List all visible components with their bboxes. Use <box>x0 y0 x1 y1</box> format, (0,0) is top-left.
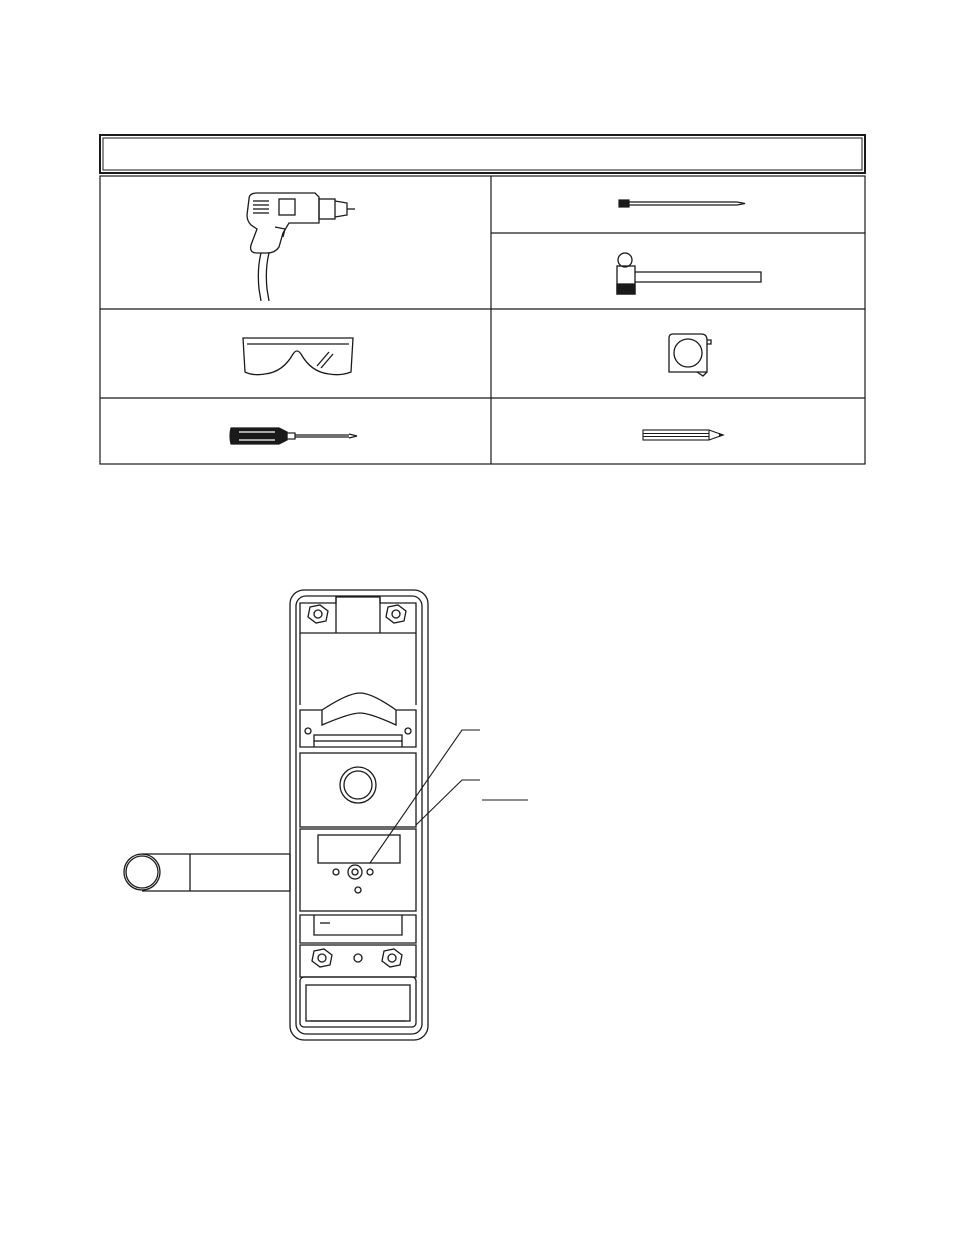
hex-nut-icon <box>382 949 402 967</box>
power-drill-icon <box>247 193 355 301</box>
lock-diagram <box>100 585 540 1045</box>
table-header <box>100 135 865 173</box>
lock-back-view-graphic <box>100 585 540 1045</box>
lock-housing <box>290 590 428 1040</box>
table-grid <box>100 176 865 464</box>
hammer-icon <box>617 253 761 294</box>
hex-nut-icon <box>312 949 332 967</box>
phillips-screwdriver-icon <box>230 428 357 444</box>
top-mount-plate <box>300 597 416 705</box>
drill-bit-icon <box>619 200 745 207</box>
hex-nut-icon <box>386 605 406 623</box>
safety-glasses-icon <box>243 338 353 375</box>
hex-nut-icon <box>308 605 328 623</box>
lever-handle <box>124 854 290 891</box>
set-screw-icon <box>348 865 362 879</box>
callout-leaders <box>370 730 528 863</box>
spindle-plate <box>300 753 416 827</box>
tools-table-graphic <box>99 134 866 465</box>
tape-measure-icon <box>669 334 711 376</box>
base-compartment <box>300 977 416 1027</box>
bottom-mount-plate <box>300 945 416 977</box>
latch-bracket <box>300 693 416 747</box>
cylinder-area <box>300 829 416 911</box>
tools-table <box>99 134 866 465</box>
pencil-icon <box>643 430 723 440</box>
lower-bracket <box>300 915 416 943</box>
